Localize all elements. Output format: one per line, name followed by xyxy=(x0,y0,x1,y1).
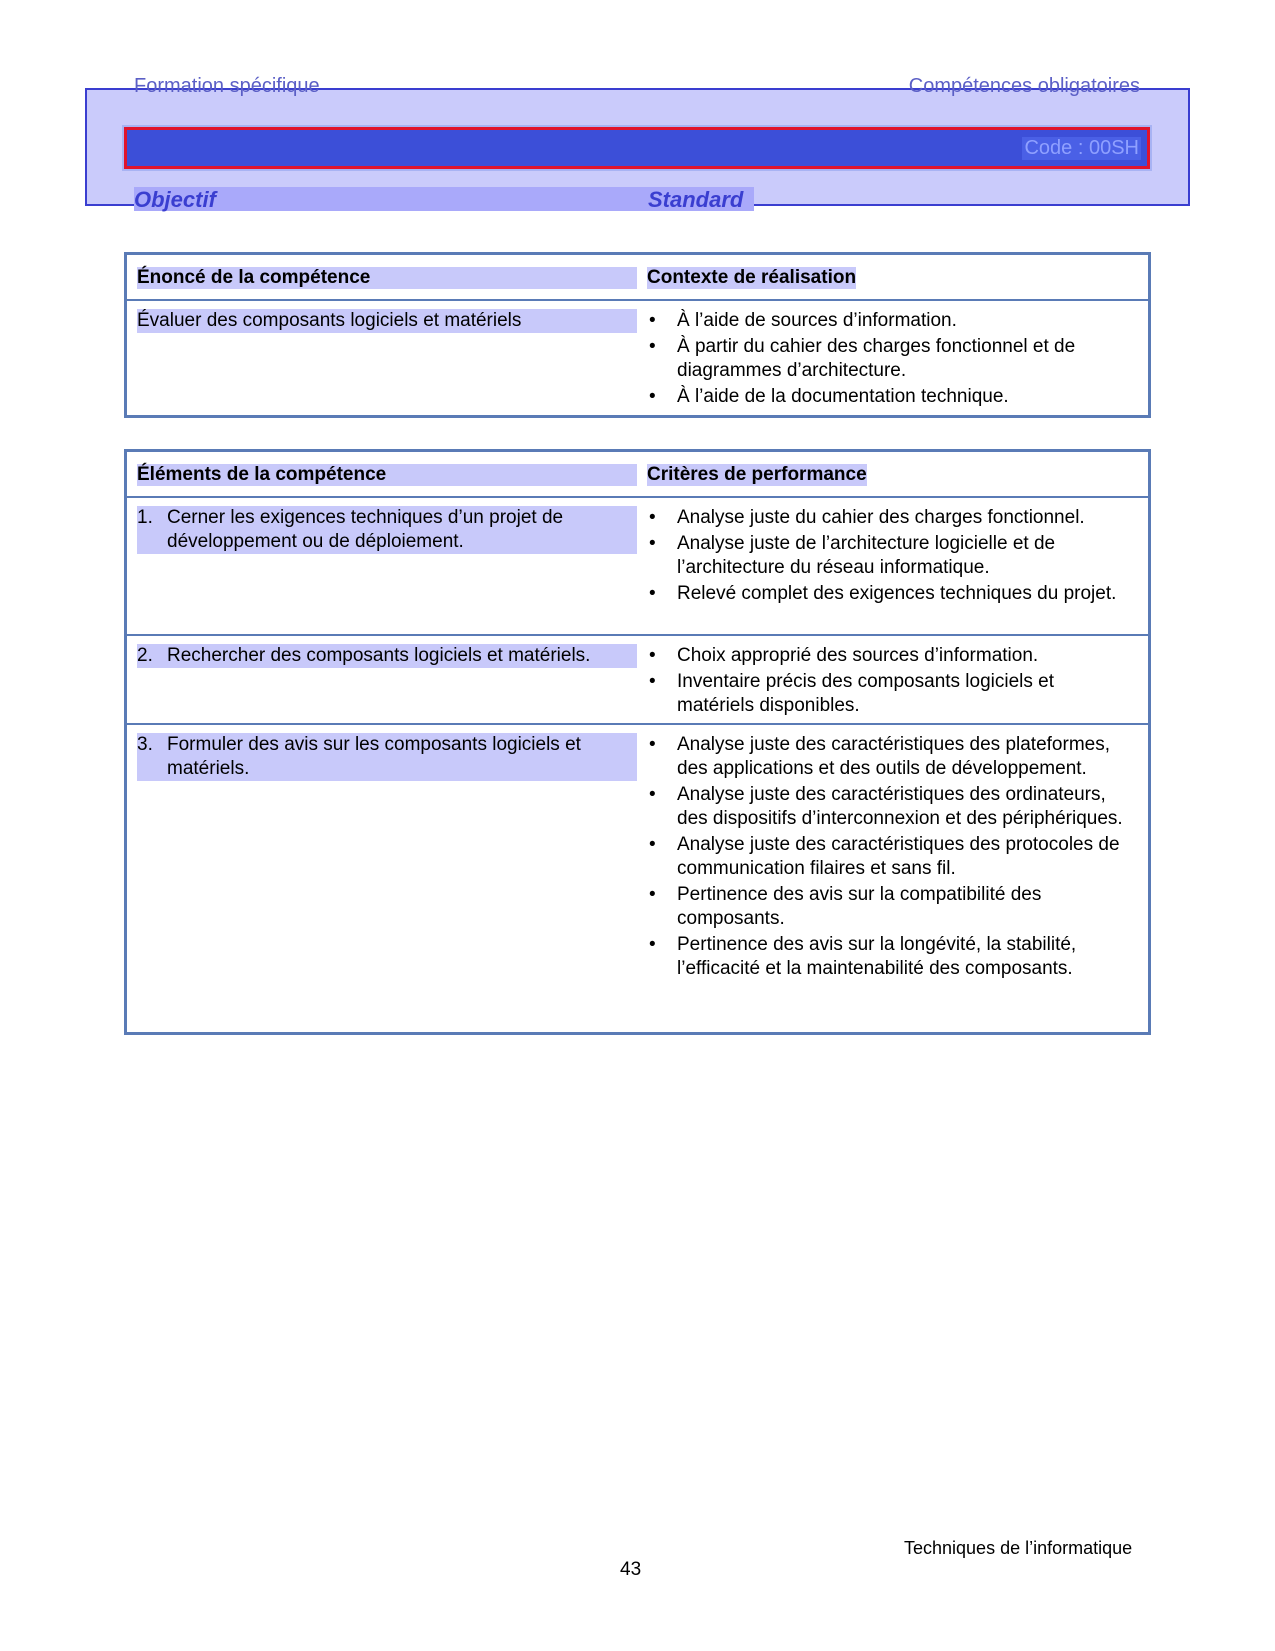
competency-statement: Évaluer des composants logiciels et matériels xyxy=(137,309,637,333)
element-text xyxy=(137,733,637,781)
element-text xyxy=(137,506,637,554)
list-item: • Choix approprié des sources d’information. xyxy=(647,644,1127,668)
objective-label: Objectif xyxy=(134,187,216,212)
list-item: • Pertinence des avis sur la compatibilité des composants. xyxy=(647,883,1127,931)
element-description: Formuler des avis sur les composants logiciels et matériels. xyxy=(167,734,581,779)
statement-header: Énoncé de la compétence xyxy=(137,267,637,289)
list-item: • Analyse juste du cahier des charges fonctionnel. xyxy=(647,506,1127,530)
page-number: 43 xyxy=(620,1559,642,1580)
element-description: Cerner les exigences techniques d’un projet de développement ou de déploiement. xyxy=(167,507,564,552)
running-header xyxy=(134,76,1140,96)
criteria-list xyxy=(647,644,1127,720)
list-item: • Analyse juste des caractéristiques des plateformes, des applications et des outils de développement. xyxy=(647,733,1127,781)
table-row xyxy=(127,636,1148,725)
list-item: • À l’aide de la documentation technique. xyxy=(647,385,1127,409)
list-item: • Analyse juste des caractéristiques des protocoles de communication filaires et sans fil. xyxy=(647,833,1127,881)
list-item: • Inventaire précis des composants logiciels et matériels disponibles. xyxy=(647,670,1127,718)
header-right: Compétences obligatoires xyxy=(908,75,1140,97)
list-item: • Analyse juste des caractéristiques des ordinateurs, des dispositifs d’interconnexion et des périphériques. xyxy=(647,783,1127,831)
list-item: • À l’aide de sources d’information. xyxy=(647,309,1127,333)
context-header: Contexte de réalisation xyxy=(647,267,857,288)
list-item: • Analyse juste de l’architecture logicielle et de l’architecture du réseau informatique. xyxy=(647,532,1127,580)
statement-table-body xyxy=(127,301,1148,415)
element-number: 2. xyxy=(137,645,153,666)
table-row xyxy=(127,498,1148,636)
standard-label: Standard xyxy=(648,187,744,212)
element-number: 3. xyxy=(137,734,153,755)
criteria-list xyxy=(647,733,1127,983)
element-number: 1. xyxy=(137,507,153,528)
objective-standard-row xyxy=(134,187,754,211)
code-bar xyxy=(124,127,1150,169)
context-list xyxy=(647,309,1127,411)
code-label: Code : xyxy=(1024,137,1084,159)
elements-header: Éléments de la compétence xyxy=(137,464,637,486)
element-text xyxy=(137,644,637,668)
criteria-list xyxy=(647,506,1127,608)
element-description: Rechercher des composants logiciels et matériels. xyxy=(167,645,591,666)
list-item: • Relevé complet des exigences techniques du projet. xyxy=(647,582,1127,606)
elements-table xyxy=(124,449,1151,1035)
criteria-header: Critères de performance xyxy=(647,464,867,485)
table-row xyxy=(127,725,1148,1032)
competency-code xyxy=(1022,137,1141,160)
list-item: • À partir du cahier des charges fonctionnel et de diagrammes d’architecture. xyxy=(647,335,1127,383)
header-left: Formation spécifique xyxy=(134,75,320,97)
list-item: • Pertinence des avis sur la longévité, la stabilité, l’efficacité et la maintenabilité des composants. xyxy=(647,933,1127,981)
code-value: 00SH xyxy=(1088,137,1139,159)
elements-table-header xyxy=(127,452,1148,498)
statement-table xyxy=(124,252,1151,418)
footer-program: Techniques de l’informatique xyxy=(904,1538,1133,1558)
statement-table-header xyxy=(127,255,1148,301)
